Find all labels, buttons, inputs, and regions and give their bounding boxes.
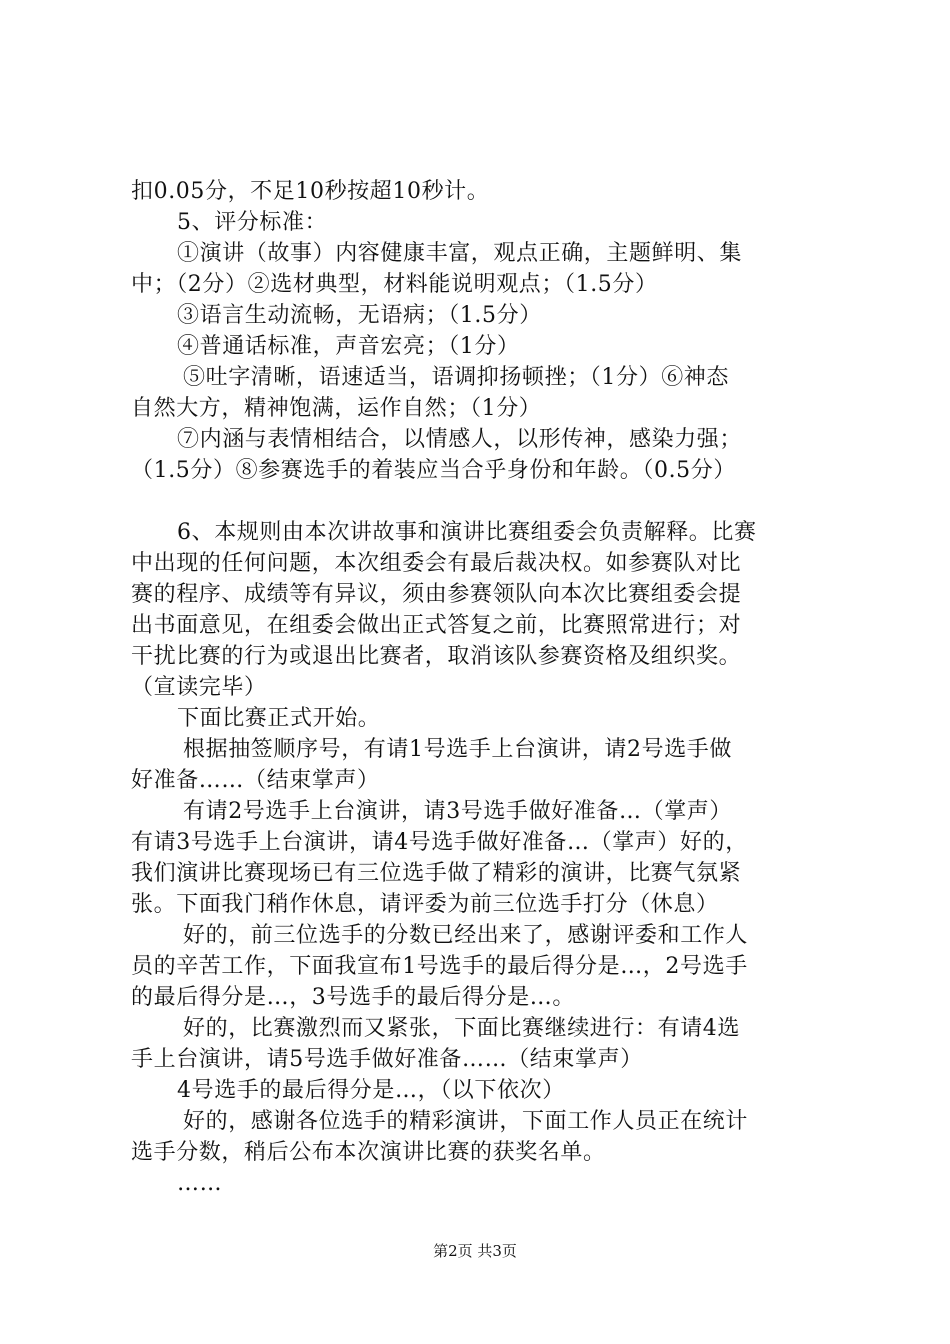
- text-line: （1.5分）⑧参赛选手的着装应当合乎身份和年龄。（0.5分）: [131, 458, 736, 483]
- text-line: 自然大方，精神饱满，运作自然；（1分）: [131, 396, 542, 421]
- text-line: 手上台演讲，请5号选手做好准备……（结束掌声）: [131, 1047, 643, 1072]
- text-line: 出书面意见，在组委会做出正式答复之前，比赛照常进行；对: [131, 613, 742, 638]
- text-line: ……: [177, 1171, 223, 1196]
- text-line: 扣0.05分，不足10秒按超10秒计。: [131, 179, 490, 204]
- text-line: ⑤吐字清晰，语速适当，语调抑扬顿挫；（1分）⑥神态: [183, 365, 729, 390]
- text-line: 的最后得分是…，3号选手的最后得分是…。: [131, 985, 575, 1010]
- text-line: ⑦内涵与表情相结合，以情感人，以形传神，感染力强；: [177, 427, 743, 452]
- text-line: （宣读完毕）: [131, 675, 267, 700]
- text-line: 张。下面我门稍作休息，请评委为前三位选手打分（休息）: [131, 892, 719, 917]
- page-number-footer: 第2页 共3页: [433, 1242, 517, 1260]
- text-line: 赛的程序、成绩等有异议，须由参赛领队向本次比赛组委会提: [131, 582, 742, 607]
- text-line: 我们演讲比赛现场已有三位选手做了精彩的演讲，比赛气氛紧: [131, 861, 742, 886]
- text-line: 有请2号选手上台演讲，请3号选手做好准备…（掌声）: [183, 799, 732, 824]
- text-line: 好准备……（结束掌声）: [131, 768, 380, 793]
- document-body: [131, 176, 831, 1199]
- text-line: 中；（2分）②选材典型，材料能说明观点；（1.5分）: [131, 272, 658, 297]
- text-line: 6、本规则由本次讲故事和演讲比赛组委会负责解释。比赛: [177, 520, 757, 545]
- text-line: 好的，比赛激烈而又紧张，下面比赛继续进行：有请4选: [183, 1016, 740, 1041]
- paragraph-spacer: [131, 486, 831, 517]
- text-line: 4号选手的最后得分是…，（以下依次）: [177, 1078, 565, 1103]
- text-line: 好的，感谢各位选手的精彩演讲，下面工作人员正在统计: [183, 1109, 749, 1134]
- text-line: 中出现的任何问题，本次组委会有最后裁决权。如参赛队对比: [131, 551, 742, 576]
- text-line: 选手分数，稍后公布本次演讲比赛的获奖名单。: [131, 1140, 606, 1165]
- text-line: ④普通话标准，声音宏亮；（1分）: [177, 334, 520, 359]
- text-line: ③语言生动流畅，无语病；（1.5分）: [177, 303, 542, 328]
- text-line: 5、评分标准：: [177, 210, 328, 235]
- text-line: ①演讲（故事）内容健康丰富，观点正确，主题鲜明、集: [177, 241, 743, 266]
- text-line: 干扰比赛的行为或退出比赛者，取消该队参赛资格及组织奖。: [131, 644, 742, 669]
- text-line: 下面比赛正式开始。: [177, 706, 381, 731]
- text-line: 好的，前三位选手的分数已经出来了，感谢评委和工作人: [183, 923, 749, 948]
- text-line: 有请3号选手上台演讲，请4号选手做好准备…（掌声）好的，: [131, 830, 748, 855]
- text-line: 根据抽签顺序号，有请1号选手上台演讲，请2号选手做: [183, 737, 732, 762]
- text-line: 员的辛苦工作，下面我宣布1号选手的最后得分是…，2号选手: [131, 954, 748, 979]
